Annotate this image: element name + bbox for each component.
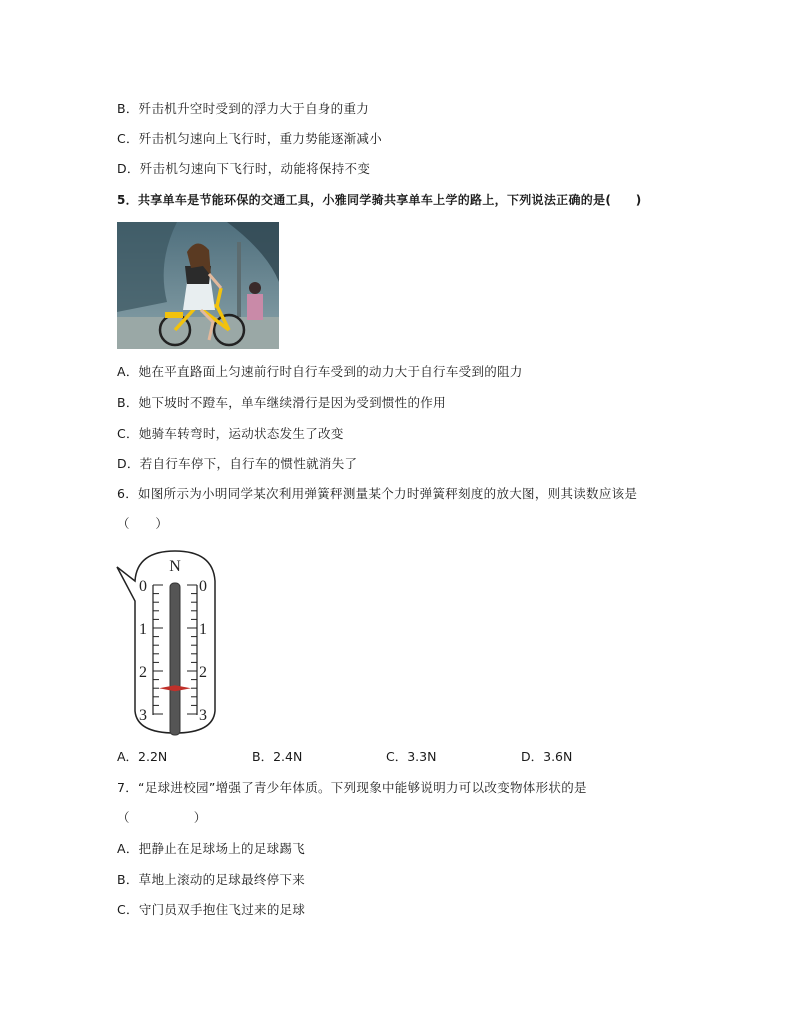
q5-option-b: B．她下坡时不蹬车，单车继续滑行是因为受到惯性的作用 [117, 395, 446, 410]
right-tick-1: 1 [199, 621, 207, 638]
q5-stem: 5．共享单车是节能环保的交通工具，小雅同学骑共享单车上学的路上，下列说法正确的是( ) [117, 193, 642, 207]
cyclist-photo [117, 222, 279, 349]
q5-option-a: A．她在平直路面上匀速前行时自行车受到的动力大于自行车受到的阻力 [117, 364, 523, 379]
right-tick-3: 3 [199, 707, 207, 724]
q7-stem: 7．“足球进校园”增强了青少年体质。下列现象中能够说明力可以改变物体形状的是 [117, 780, 587, 795]
q7-option-a: A．把静止在足球场上的足球踢飞 [117, 841, 306, 856]
q7-option-c: C．守门员双手抱住飞过来的足球 [117, 902, 306, 917]
left-tick-2: 2 [139, 664, 147, 681]
q5-option-c: C．她骑车转弯时，运动状态发生了改变 [117, 426, 344, 441]
q6-answer-paren: （ ） [117, 516, 169, 531]
spring-scale-figure [115, 543, 235, 739]
q7-answer-paren: （ ） [117, 810, 207, 825]
scale-unit-label: N [169, 558, 181, 575]
left-tick-3: 3 [139, 707, 147, 724]
q4-option-b: B．歼击机升空时受到的浮力大于自身的重力 [117, 101, 370, 116]
q4-option-c: C．歼击机匀速向上飞行时，重力势能逐渐减小 [117, 131, 383, 146]
q6-option-b: B．2.4N [252, 749, 303, 764]
q6-option-c: C．3.3N [386, 749, 437, 764]
q4-option-d: D．歼击机匀速向下飞行时，动能将保持不变 [117, 161, 371, 176]
q6-option-d: D．3.6N [521, 749, 573, 764]
q7-option-b: B．草地上滚动的足球最终停下来 [117, 872, 306, 887]
q5-option-d: D．若自行车停下，自行车的惯性就消失了 [117, 456, 358, 471]
q6-option-a: A．2.2N [117, 749, 168, 764]
left-tick-1: 1 [139, 621, 147, 638]
right-tick-0: 0 [199, 578, 207, 595]
right-tick-2: 2 [199, 664, 207, 681]
q6-stem: 6．如图所示为小明同学某次利用弹簧秤测量某个力时弹簧秤刻度的放大图，则其读数应该是 [117, 486, 638, 501]
left-tick-0: 0 [139, 578, 147, 595]
